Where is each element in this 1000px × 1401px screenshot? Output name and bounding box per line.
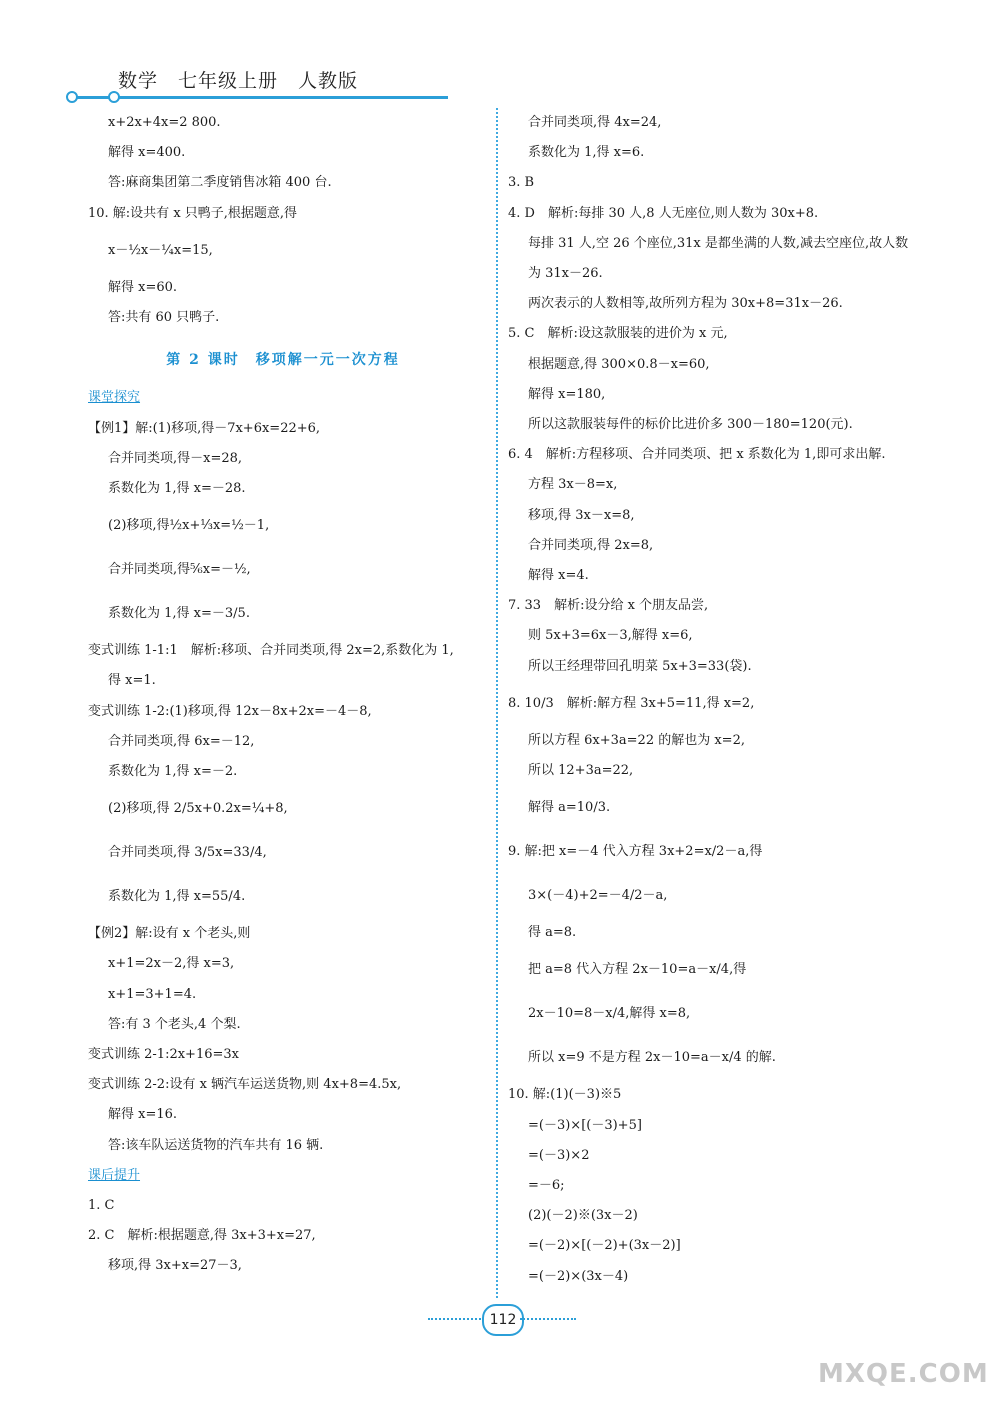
answer-line: 系数化为 1,得 x=－3/5. [108,606,250,622]
answer-line: 解得 a=10/3. [528,800,611,816]
answer-line: (2)移项,得½x+⅓x=½－1, [108,518,270,534]
answer-line: 得 x=1. [108,673,156,689]
answer-line: 两次表示的人数相等,故所列方程为 30x+8=31x－26. [528,296,843,312]
answer-line: 系数化为 1,得 x=－2. [108,764,238,780]
left-block-1 [88,108,478,333]
answer-line: 解得 x=180, [528,386,606,402]
answer-line: 答:该车队运送货物的汽车共有 16 辆. [108,1137,324,1153]
answer-line: 合并同类项,得 3/5x=33/4, [108,845,267,861]
answer-line: 移项,得 3x－x=8, [528,507,635,523]
answer-line: 4. D 解析:每排 30 人,8 人无座位,则人数为 30x+8. [508,205,819,221]
answer-line: 把 a=8 代入方程 2x－10=a－x/4,得 [528,962,747,978]
header-ornament-dot [66,91,78,103]
section-heading-class-inquiry: 课堂探究 [88,390,141,406]
page-header [0,0,1000,110]
answer-line: 系数化为 1,得 x=－28. [108,481,246,497]
watermark [818,1315,988,1395]
answer-line: 系数化为 1,得 x=55/4. [108,889,246,905]
answer-line: 移项,得 3x+x=27－3, [108,1258,242,1274]
watermark-text: MXQE.COM [818,1359,989,1389]
right-block [508,108,928,1292]
answer-line: 9. 解:把 x=－4 代入方程 3x+2=x/2－a,得 [508,844,763,860]
left-column [88,108,478,1282]
answer-line: 方程 3x－8=x, [528,477,618,493]
answer-line: 解得 x=4. [528,568,589,584]
column-divider [496,108,498,1298]
answer-line: 6. 4 解析:方程移项、合并同类项、把 x 系数化为 1,即可求出解. [508,447,886,463]
answer-line: 得 a=8. [528,925,577,941]
header-rule [72,96,448,99]
answer-line: 10. 解:设共有 x 只鸭子,根据题意,得 [88,205,298,221]
answer-line: =(－3)×2 [528,1147,590,1163]
book-title: 数学 七年级上册 人教版 [118,70,359,92]
answer-line: 合并同类项,得 6x=－12, [108,733,255,749]
answer-line: 所以这款服装每件的标价比进价多 300－180=120(元). [528,417,853,433]
answer-line: 变式训练 2-2:设有 x 辆汽车运送货物,则 4x+8=4.5x, [88,1077,402,1093]
lesson-title: 第 2 课时 移项解一元一次方程 [166,352,400,369]
answer-line: 系数化为 1,得 x=6. [528,145,645,161]
answer-line: 3. B [508,175,535,191]
answer-line: 根据题意,得 300×0.8－x=60, [528,356,710,372]
answer-line: 所以方程 6x+3a=22 的解也为 x=2, [528,732,745,748]
answer-line: 1. C [88,1198,115,1214]
answer-line: =(－3)×[(－3)+5] [528,1117,642,1133]
answer-line: 3×(－4)+2=－4/2－a, [528,888,668,904]
answer-line: 【例2】解:设有 x 个老头,则 [88,926,251,942]
right-column [508,108,928,1292]
answer-line: 答:共有 60 只鸭子. [108,310,220,326]
answer-line: 答:有 3 个老头,4 个梨. [108,1016,241,1032]
left-block-3 [88,1191,478,1282]
answer-line: x+1=3+1=4. [108,986,197,1002]
answer-line: =(－2)×(3x－4) [528,1268,629,1284]
footer-dots-right [520,1318,576,1320]
answer-line: 合并同类项,得－x=28, [108,450,243,466]
answer-line: =－6; [528,1178,565,1194]
answer-line: 合并同类项,得 4x=24, [528,115,662,130]
answer-line: =(－2)×[(－2)+(3x－2)] [528,1238,681,1254]
answer-line: 变式训练 1-2:(1)移项,得 12x－8x+2x=－4－8, [88,703,372,719]
answer-line: x+2x+4x=2 800. [108,115,221,130]
section-heading-after-class: 课后提升 [88,1167,141,1183]
answer-line: 解得 x=16. [108,1107,178,1123]
page-number: 112 [482,1304,524,1336]
footer-dots-left [428,1318,484,1320]
answer-line: 7. 33 解析:设分给 x 个朋友品尝, [508,598,709,614]
answer-line: 答:麻商集团第二季度销售冰箱 400 台. [108,175,332,191]
answer-line: 变式训练 2-1:2x+16=3x [88,1047,239,1063]
answer-line: 合并同类项,得⅚x=－½, [108,562,251,578]
answer-line: 解得 x=60. [108,279,178,295]
answer-line: 5. C 解析:设这款服装的进价为 x 元, [508,326,728,342]
answer-line: 2. C 解析:根据题意,得 3x+3+x=27, [88,1228,316,1244]
answer-line: (2)移项,得 2/5x+0.2x=¼+8, [108,801,288,817]
answer-line: 每排 31 人,空 26 个座位,31x 是都坐满的人数,减去空座位,故人数 [528,235,909,251]
answer-line: 变式训练 1-1:1 解析:移项、合并同类项,得 2x=2,系数化为 1, [88,643,454,659]
answer-line: 为 31x－26. [528,266,603,282]
answer-line: 解得 x=400. [108,145,186,161]
answer-line: x+1=2x－2,得 x=3, [108,956,235,972]
answer-line: 所以 x=9 不是方程 2x－10=a－x/4 的解. [528,1050,776,1066]
answer-line: 8. 10/3 解析:解方程 3x+5=11,得 x=2, [508,695,755,711]
answer-line: 所以 12+3a=22, [528,763,634,779]
answer-line: 合并同类项,得 2x=8, [528,537,654,553]
answer-line: 10. 解:(1)(－3)※5 [508,1087,622,1103]
answer-line: x－½x－¼x=15, [108,242,213,258]
header-ornament-dot [108,91,120,103]
answer-line: (2)(－2)※(3x－2) [528,1208,638,1224]
left-block-2 [88,414,478,1161]
answer-line: 所以王经理带回孔明菜 5x+3=33(袋). [528,658,752,674]
answer-line: 【例1】解:(1)移项,得－7x+6x=22+6, [88,420,321,436]
answer-line: 2x－10=8－x/4,解得 x=8, [528,1006,691,1022]
answer-line: 则 5x+3=6x－3,解得 x=6, [528,628,693,644]
